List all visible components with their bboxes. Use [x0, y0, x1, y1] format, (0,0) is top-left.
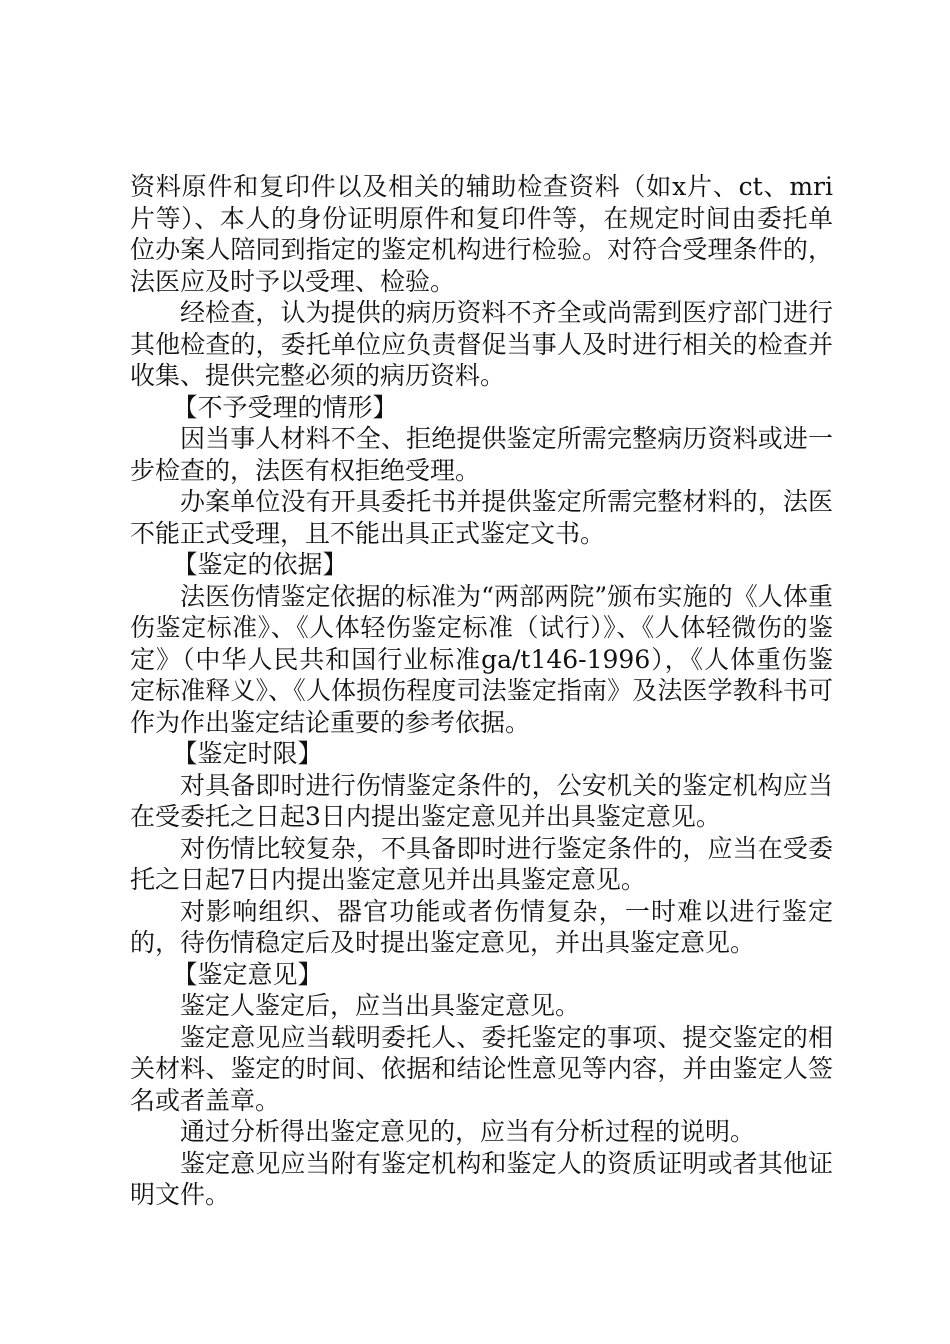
paragraph-incomplete-records: 经检查，认为提供的病历资料不齐全或尚需到医疗部门进行其他检查的，委托单位应负责督促当事人及时进行相关的检查并收集、提供完整必须的病历资料。: [130, 298, 833, 390]
paragraph-standards: 法医伤情鉴定依据的标准为“两部两院”颁布实施的《人体重伤鉴定标准》、《人体轻伤鉴定标准（试行）》、《人体轻微伤的鉴定》（中华人民共和国行业标准ga/t146-1996），《人体重伤鉴定标准释义》、《人体损伤程度司法鉴定指南》及法医学教科书可作为作出鉴定结论重要的参考依据。: [130, 581, 833, 737]
section-heading-time-limit: 【鉴定时限】: [172, 739, 323, 768]
section-heading-not-accepted: 【不予受理的情形】: [172, 392, 398, 422]
section-heading-basis: 【鉴定的依据】: [172, 550, 348, 579]
document-page: [130, 171, 833, 1211]
paragraph-three-days: 对具备即时进行伤情鉴定条件的，公安机关的鉴定机构应当在受委托之日起3日内提出鉴定意见并出具鉴定意见。: [130, 770, 833, 831]
paragraph-analysis-explanation: 通过分析得出鉴定意见的，应当有分析过程的说明。: [180, 1117, 756, 1146]
section-heading-opinion: 【鉴定意见】: [172, 959, 323, 989]
paragraph-qualification-proof: 鉴定意见应当附有鉴定机构和鉴定人的资质证明或者其他证明文件。: [130, 1148, 833, 1209]
paragraph-issue-opinion: 鉴定人鉴定后，应当出具鉴定意见。: [180, 991, 581, 1020]
paragraph-refusal-no-letter: 办案单位没有开具委托书并提供鉴定所需完整材料的，法医不能正式受理，且不能出具正式鉴定文书。: [130, 487, 833, 548]
paragraph-seven-days: 对伤情比较复杂，不具备即时进行鉴定条件的，应当在受委托之日起7日内提出鉴定意见并出具鉴定意见。: [130, 833, 833, 894]
paragraph-opinion-contents: 鉴定意见应当载明委托人、委托鉴定的事项、提交鉴定的相关材料、鉴定的时间、依据和结论性意见等内容，并由鉴定人签名或者盖章。: [130, 1022, 833, 1115]
paragraph-refusal-incomplete: 因当事人材料不全、拒绝提供鉴定所需完整病历资料或进一步检查的，法医有权拒绝受理。: [130, 424, 833, 485]
paragraph-materials-submission: 资料原件和复印件以及相关的辅助检查资料（如x片、ct、mri片等）、本人的身份证明原件和复印件等，在规定时间由委托单位办案人陪同到指定的鉴定机构进行检验。对符合受理条件的，法医应及时予以受理、检验。: [130, 172, 833, 296]
paragraph-after-stable: 对影响组织、器官功能或者伤情复杂，一时难以进行鉴定的，待伤情稳定后及时提出鉴定意见，并出具鉴定意见。: [130, 896, 833, 957]
